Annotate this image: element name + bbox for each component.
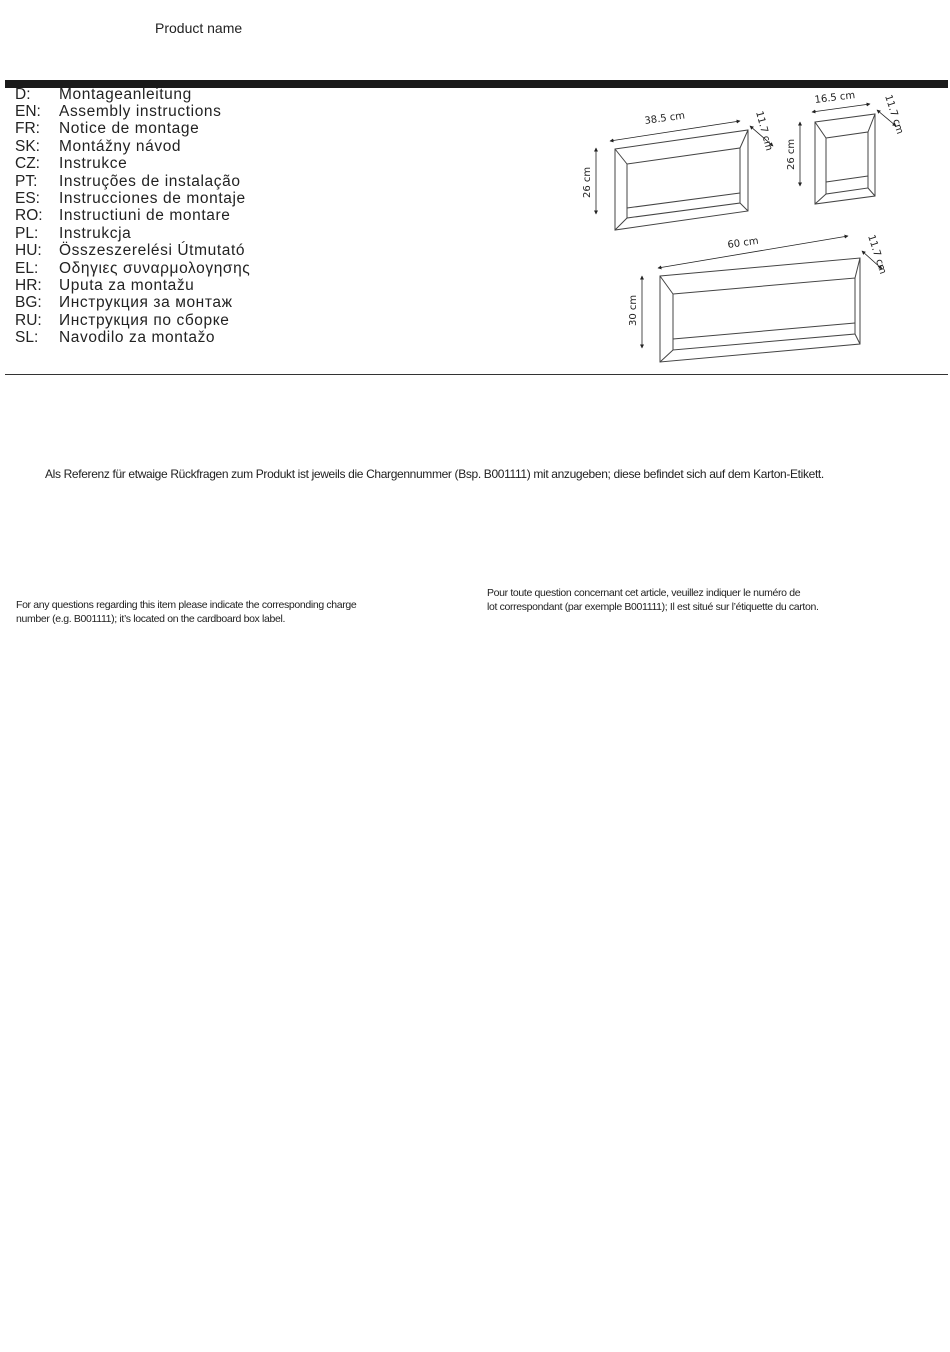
small-depth-label: 11.7 cm (882, 93, 906, 136)
shelf-dimension-drawing (570, 86, 940, 371)
language-title: Montageanleitung (59, 85, 192, 103)
language-code: D: (15, 85, 31, 103)
language-code: EN: (15, 103, 41, 121)
language-title: Instrukce (59, 155, 128, 173)
language-code: EL: (15, 259, 39, 277)
language-row (15, 243, 335, 260)
language-row (15, 156, 335, 173)
language-title: Инструкция по сборке (59, 311, 230, 329)
note-fr-line: Pour toute question concernant cet article, veuillez indiquer le numéro de (487, 587, 801, 599)
language-row (15, 208, 335, 225)
large-depth-label: 11.7 cm (865, 233, 889, 276)
note-en-line: For any questions regarding this item please indicate the corresponding charge (16, 599, 357, 611)
language-code: SK: (15, 137, 40, 155)
language-row (15, 190, 335, 207)
language-code: PT: (15, 172, 38, 190)
header-bottom-rule (5, 374, 948, 375)
language-row (15, 103, 335, 120)
language-title: Összeszerelési Útmutató (59, 242, 246, 260)
language-code: CZ: (15, 155, 40, 173)
language-title: Assembly instructions (59, 103, 222, 121)
large-shelf-drawing (660, 258, 860, 362)
batch-number-note-de: Als Referenz für etwaige Rückfragen zum Produkt ist jeweils die Chargennummer (Bsp. B001111) mit anzugeben; diese befindet sich auf dem Karton-Etikett. (45, 467, 824, 481)
language-row (15, 225, 335, 242)
language-title: Instruções de instalação (59, 172, 241, 190)
medium-shelf-drawing (615, 130, 748, 230)
language-title: Instructiuni de montare (59, 207, 231, 225)
large-height-label: 30 cm (628, 294, 639, 326)
medium-width-label: 38.5 cm (643, 110, 686, 127)
language-code: BG: (15, 294, 42, 312)
language-title: Uputa za montažu (59, 277, 195, 294)
language-title: Инструкция за монтаж (59, 294, 233, 312)
product-name: Product name (155, 20, 243, 36)
medium-depth-label: 11.7 cm (753, 109, 775, 153)
medium-height-label: 26 cm (582, 166, 593, 198)
batch-number-note-en (16, 599, 416, 626)
note-fr-line: lot correspondant (par exemple B001111); Il est situé sur l’étiquette du carton. (487, 600, 819, 613)
large-width-label: 60 cm (726, 235, 760, 251)
language-row (15, 277, 335, 294)
language-row (15, 295, 335, 312)
language-code: SL: (15, 329, 39, 347)
language-row (15, 260, 335, 277)
language-code: HR: (15, 277, 42, 294)
language-title: Montážny návod (59, 137, 182, 155)
language-code: RU: (15, 311, 42, 329)
medium-width-dimension-line (610, 121, 740, 141)
note-en-line: number (e.g. B001111); it’s located on the cardboard box label. (16, 612, 286, 625)
language-row (15, 121, 335, 138)
language-title: Instrucciones de montaje (59, 190, 246, 208)
small-shelf-drawing (815, 114, 875, 204)
language-title: Instrukcja (59, 224, 132, 242)
language-title: Notice de montage (59, 120, 200, 138)
language-code: RO: (15, 207, 43, 225)
language-row (15, 86, 335, 103)
language-code: ES: (15, 190, 40, 208)
language-row (15, 173, 335, 190)
language-title: Navodilo za montažo (59, 329, 216, 347)
small-height-label: 26 cm (786, 138, 797, 170)
language-row (15, 138, 335, 155)
small-width-label: 16.5 cm (814, 90, 856, 106)
language-row (15, 312, 335, 329)
language-row (15, 329, 335, 346)
language-list (15, 86, 335, 347)
language-code: HU: (15, 242, 42, 260)
batch-number-note-fr (487, 587, 887, 614)
language-code: FR: (15, 120, 40, 138)
language-code: PL: (15, 224, 39, 242)
language-title: Οδηγιες συναρμολογησης (59, 259, 251, 277)
